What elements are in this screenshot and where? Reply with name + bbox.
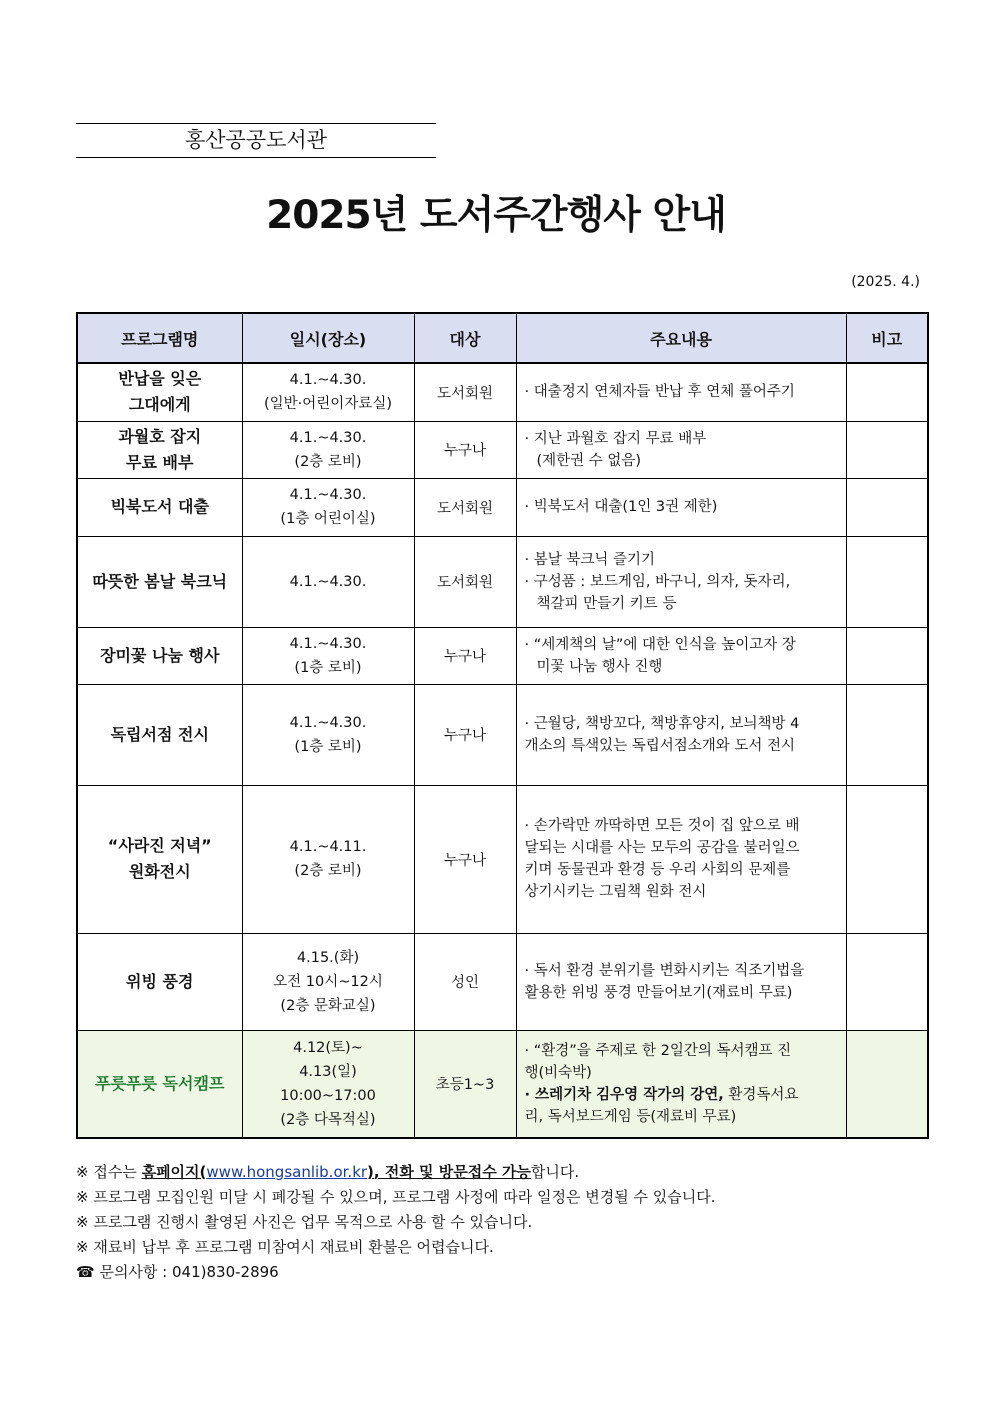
table-row xyxy=(77,363,928,421)
program-target: 성인 xyxy=(414,933,516,1030)
program-schedule: 4.1.~4.30. (1층 로비) xyxy=(242,627,414,684)
table-row xyxy=(77,785,928,933)
program-note xyxy=(846,478,928,536)
program-name: 빅북도서 대출 xyxy=(77,478,242,536)
program-note xyxy=(846,933,928,1030)
table-row xyxy=(77,627,928,684)
contact-info: ☎ 문의사항 : 041)830-2896 xyxy=(76,1263,279,1281)
program-note xyxy=(846,536,928,627)
note-photo: ※ 프로그램 진행시 촬영된 사진은 업무 목적으로 사용 할 수 있습니다. xyxy=(76,1213,533,1231)
program-name: 푸릇푸릇 독서캠프 xyxy=(77,1030,242,1138)
program-target: 도서회원 xyxy=(414,536,516,627)
program-target: 누구나 xyxy=(414,627,516,684)
column-header: 비고 xyxy=(846,313,928,363)
notes-section xyxy=(76,1160,715,1285)
program-name: “사라진 저녁” 원화전시 xyxy=(77,785,242,933)
program-schedule: 4.1.~4.30. xyxy=(242,536,414,627)
program-name: 반납을 잊은 그대에게 xyxy=(77,363,242,421)
program-content: · 빅북도서 대출(1인 3권 제한) xyxy=(516,478,846,536)
column-header: 대상 xyxy=(414,313,516,363)
table-row xyxy=(77,684,928,785)
column-header: 일시(장소) xyxy=(242,313,414,363)
document-date: (2025. 4.) xyxy=(851,274,920,290)
program-name: 독립서점 전시 xyxy=(77,684,242,785)
column-header: 주요내용 xyxy=(516,313,846,363)
program-note xyxy=(846,1030,928,1138)
program-note xyxy=(846,785,928,933)
program-content: · 대출정지 연체자들 반납 후 연체 풀어주기 xyxy=(516,363,846,421)
note-refund: ※ 재료비 납부 후 프로그램 미참여시 재료비 환불은 어렵습니다. xyxy=(76,1238,494,1256)
table-row-highlighted xyxy=(77,1030,928,1138)
program-schedule: 4.1.~4.30. (1층 어린이실) xyxy=(242,478,414,536)
program-content: · 근월당, 책방꼬다, 책방휴양지, 보늬책방 4 개소의 특색있는 독립서점소개와 도서 전시 xyxy=(516,684,846,785)
program-name: 장미꽃 나눔 행사 xyxy=(77,627,242,684)
program-content: · 지난 과월호 잡지 무료 배부 (제한권 수 없음) xyxy=(516,421,846,478)
program-name: 위빙 풍경 xyxy=(77,933,242,1030)
program-name: 따뜻한 봄날 북크닉 xyxy=(77,536,242,627)
program-schedule: 4.15.(화) 오전 10시~12시 (2층 문화교실) xyxy=(242,933,414,1030)
program-schedule: 4.1.~4.30. (2층 로비) xyxy=(242,421,414,478)
schedule-table xyxy=(76,312,929,1139)
program-schedule: 4.1.~4.30. (일반·어린이자료실) xyxy=(242,363,414,421)
program-target: 누구나 xyxy=(414,421,516,478)
program-schedule: 4.1.~4.30. (1층 로비) xyxy=(242,684,414,785)
program-content: · 손가락만 까딱하면 모든 것이 집 앞으로 배 달되는 시대를 사는 모두의 공감을 불러일으 키며 동물권과 환경 등 우리 사회의 문제를 상기시키는 그림책 원화 전시 xyxy=(516,785,846,933)
program-name: 과월호 잡지 무료 배부 xyxy=(77,421,242,478)
program-content: · 독서 환경 분위기를 변화시키는 직조기법을 활용한 위빙 풍경 만들어보기(재료비 무료) xyxy=(516,933,846,1030)
program-target: 초등1~3 xyxy=(414,1030,516,1138)
table-row xyxy=(77,933,928,1030)
note-registration: ※ 접수는 홈페이지(www.hongsanlib.or.kr), 전화 및 방문접수 가능합니다. xyxy=(76,1163,580,1181)
table-row xyxy=(77,421,928,478)
program-content: · “세계책의 날”에 대한 인식을 높이고자 장 미꽃 나눔 행사 진행 xyxy=(516,627,846,684)
table-row xyxy=(77,536,928,627)
library-name: 홍산공공도서관 xyxy=(76,123,436,158)
homepage-link[interactable]: www.hongsanlib.or.kr xyxy=(206,1163,368,1181)
page-title: 2025년 도서주간행사 안내 xyxy=(266,193,726,238)
table-row xyxy=(77,478,928,536)
program-note xyxy=(846,421,928,478)
program-target: 도서회원 xyxy=(414,478,516,536)
program-note xyxy=(846,363,928,421)
program-schedule: 4.12(토)~ 4.13(일) 10:00~17:00 (2층 다목적실) xyxy=(242,1030,414,1138)
program-content: · 봄날 북크닉 즐기기 · 구성품 : 보드게임, 바구니, 의자, 돗자리, 책갈피 만들기 키트 등 xyxy=(516,536,846,627)
program-schedule: 4.1.~4.11. (2층 로비) xyxy=(242,785,414,933)
column-header: 프로그램명 xyxy=(77,313,242,363)
program-content: · “환경”을 주제로 한 2일간의 독서캠프 진 행(비숙박) · 쓰레기차 김우영 작가의 강연, 환경독서요 리, 독서보드게임 등(재료비 무료) xyxy=(516,1030,846,1138)
program-target: 누구나 xyxy=(414,684,516,785)
note-cancellation: ※ 프로그램 모집인원 미달 시 폐강될 수 있으며, 프로그램 사정에 따라 일정은 변경될 수 있습니다. xyxy=(76,1188,716,1206)
program-target: 누구나 xyxy=(414,785,516,933)
program-note xyxy=(846,684,928,785)
program-note xyxy=(846,627,928,684)
program-target: 도서회원 xyxy=(414,363,516,421)
table-header-row xyxy=(77,313,928,363)
